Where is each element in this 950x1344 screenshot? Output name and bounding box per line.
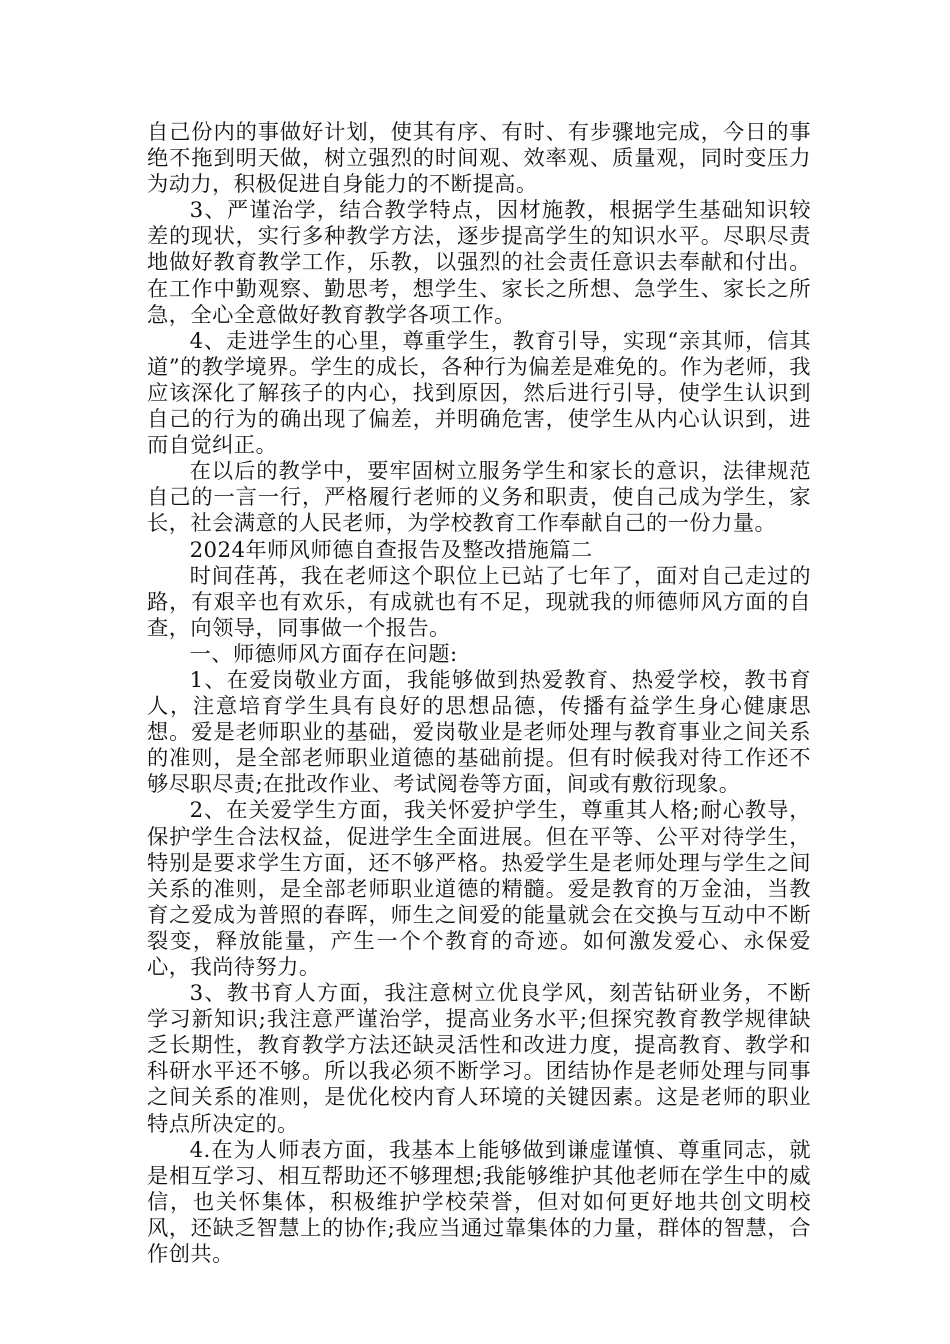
paragraph: 自己份内的事做好计划，使其有序、有时、有步骤地完成，今日的事绝不拖到明天做，树立强烈的时间观、效率观、质量观，同时变压力为动力，积极促进自身能力的不断提高。 <box>147 120 811 198</box>
subsection-heading: 一、师德师风方面存在问题: <box>189 641 458 667</box>
paragraph: 2、在关爱学生方面，我关怀爱护学生，尊重其人格;耐心教导，保护学生合法权益，促进学生全面进展。但在平等、公平对待学生，特别是要求学生方面，还不够严格。热爱学生是老师处理与学生之间关系的准则，是全部老师职业道德的精髓。爱是教育的万金油，当教育之爱成为普照的春晖，师生之间爱的能量就会在交换与互动中不断裂变，释放能量，产生一个个教育的奇迹。如何激发爱心、永保爱心，我尚待努力。 <box>147 798 811 980</box>
paragraph: 4.在为人师表方面，我基本上能够做到谦虚谨慎、尊重同志，就是相互学习、相互帮助还不够理想;我能够维护其他老师在学生中的威信，也关怀集体，积极维护学校荣誉，但对如何更好地共创文明校风，还缺乏智慧上的协作;我应当通过靠集体的力量，群体的智慧，合作创共。 <box>147 1137 811 1268</box>
paragraph: 1、在爱岗敬业方面，我能够做到热爱教育、热爱学校，教书育人，注意培育学生具有良好的思想品德，传播有益学生身心健康思想。爱是老师职业的基础，爱岗敬业是老师处理与教育事业之间关系的准则，是全部老师职业道德的基础前提。但有时候我对待工作还不够尽职尽责;在批改作业、考试阅卷等方面，间或有敷衍现象。 <box>147 667 811 798</box>
paragraph: 在以后的教学中，要牢固树立服务学生和家长的意识，法律规范自己的一言一行，严格履行老师的义务和职责，使自己成为学生，家长，社会满意的人民老师，为学校教育工作奉献自己的一份力量。 <box>147 459 811 537</box>
paragraph: 3、教书育人方面，我注意树立优良学风，刻苦钻研业务，不断学习新知识;我注意严谨治学，提高业务水平;但探究教育教学规律缺乏长期性，教育教学方法还缺灵活性和改进力度，提高教育、教学和科研水平还不够。所以我必须不断学习。团结协作是老师处理与同事之间关系的准则，是优化校内育人环境的关键因素。这是老师的职业特点所决定的。 <box>147 981 811 1137</box>
paragraph: 3、严谨治学，结合教学特点，因材施教，根据学生基础知识较差的现状，实行多种教学方法，逐步提高学生的知识水平。尽职尽责地做好教育教学工作，乐教，以强烈的社会责任意识去奉献和付出。在工作中勤观察、勤思考，想学生、家长之所想、急学生、家长之所急，全心全意做好教育教学各项工作。 <box>147 198 811 328</box>
section-heading: 2024年师风师德自查报告及整改措施篇二 <box>189 537 593 563</box>
paragraph: 4、走进学生的心里，尊重学生，教育引导，实现“亲其师，信其道”的教学境界。学生的成长，各种行为偏差是难免的。作为老师，我应该深化了解孩子的内心，找到原因，然后进行引导，使学生认识到自己的行为的确出现了偏差，并明确危害，使学生从内心认识到，进而自觉纠正。 <box>147 328 811 459</box>
document-body <box>147 120 811 1268</box>
paragraph: 时间荏苒，我在老师这个职位上已站了七年了，面对自己走过的路，有艰辛也有欢乐，有成就也有不足，现就我的师德师风方面的自查，向领导，同事做一个报告。 <box>147 563 811 641</box>
